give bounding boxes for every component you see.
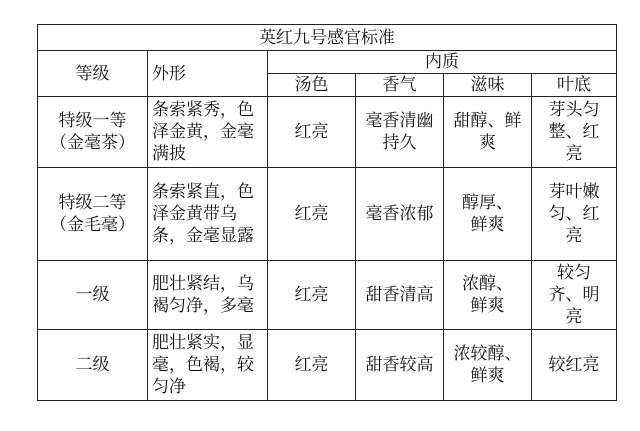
cell-grade-text: 特级二等（金毛毫） bbox=[50, 193, 135, 235]
cell-taste-text: 浓醇、鲜爽 bbox=[462, 274, 513, 316]
cell-grade: 二级 bbox=[38, 330, 148, 401]
cell-grade bbox=[38, 97, 148, 168]
cell-shape-text: 条索紧秀，色泽金黄，金毫满披 bbox=[152, 100, 254, 164]
header-shape: 外形 bbox=[148, 51, 268, 97]
cell-shape-text: 条索紧直，色泽金黄带乌条，金毫显露 bbox=[152, 182, 254, 246]
cell-leaf-text: 较匀齐、明亮 bbox=[548, 263, 600, 327]
header-aroma: 香气 bbox=[356, 74, 444, 97]
table-row bbox=[38, 261, 617, 330]
header-leaf-base: 叶底 bbox=[532, 74, 617, 97]
cell-aroma bbox=[356, 97, 444, 168]
cell-shape bbox=[148, 261, 268, 330]
title-row bbox=[38, 25, 617, 51]
table-row bbox=[38, 330, 617, 401]
cell-shape bbox=[148, 97, 268, 168]
cell-taste bbox=[444, 330, 532, 401]
cell-aroma bbox=[356, 261, 444, 330]
cell-taste-text: 甜醇、鲜爽 bbox=[453, 111, 522, 153]
cell-aroma-text: 甜香清高 bbox=[365, 285, 434, 305]
cell-leaf bbox=[532, 97, 617, 168]
cell-taste-text: 浓较醇、鲜爽 bbox=[453, 344, 522, 386]
header-taste: 滋味 bbox=[444, 74, 532, 97]
table-row bbox=[38, 97, 617, 168]
cell-shape bbox=[148, 330, 268, 401]
header-row-1 bbox=[38, 51, 617, 74]
cell-taste bbox=[444, 97, 532, 168]
cell-taste-text: 醇厚、鲜爽 bbox=[462, 193, 513, 235]
header-soup-color: 汤色 bbox=[268, 74, 356, 97]
cell-shape-text: 肥壮紧实，显毫，色褐，较匀净 bbox=[152, 333, 254, 397]
cell-soup: 红亮 bbox=[268, 330, 356, 401]
cell-grade bbox=[38, 168, 148, 261]
sensory-standard-table-wrapper bbox=[37, 24, 617, 401]
cell-shape-text: 肥壮紧结，乌褐匀净，多毫 bbox=[152, 274, 254, 316]
cell-shape bbox=[148, 168, 268, 261]
cell-leaf bbox=[532, 261, 617, 330]
table-title: 英红九号感官标准 bbox=[38, 25, 617, 51]
cell-aroma-text: 毫香浓郁 bbox=[365, 204, 434, 224]
header-inner-quality: 内质 bbox=[268, 51, 617, 74]
cell-grade: 一级 bbox=[38, 261, 148, 330]
cell-leaf-text: 芽叶嫩匀、红亮 bbox=[548, 182, 600, 246]
cell-aroma-text: 甜香较高 bbox=[365, 355, 434, 375]
cell-leaf bbox=[532, 168, 617, 261]
cell-soup: 红亮 bbox=[268, 168, 356, 261]
table-row bbox=[38, 168, 617, 261]
cell-soup: 红亮 bbox=[268, 261, 356, 330]
cell-taste bbox=[444, 168, 532, 261]
cell-aroma bbox=[356, 168, 444, 261]
cell-soup: 红亮 bbox=[268, 97, 356, 168]
cell-aroma-text: 毫香清幽持久 bbox=[365, 111, 434, 153]
cell-leaf-text: 芽头匀整、红亮 bbox=[548, 100, 600, 164]
cell-taste bbox=[444, 261, 532, 330]
cell-leaf: 较红亮 bbox=[532, 330, 617, 401]
header-grade: 等级 bbox=[38, 51, 148, 97]
cell-grade-text: 特级一等（金毫茶） bbox=[50, 111, 135, 153]
cell-aroma bbox=[356, 330, 444, 401]
sensory-standard-table bbox=[37, 24, 617, 401]
